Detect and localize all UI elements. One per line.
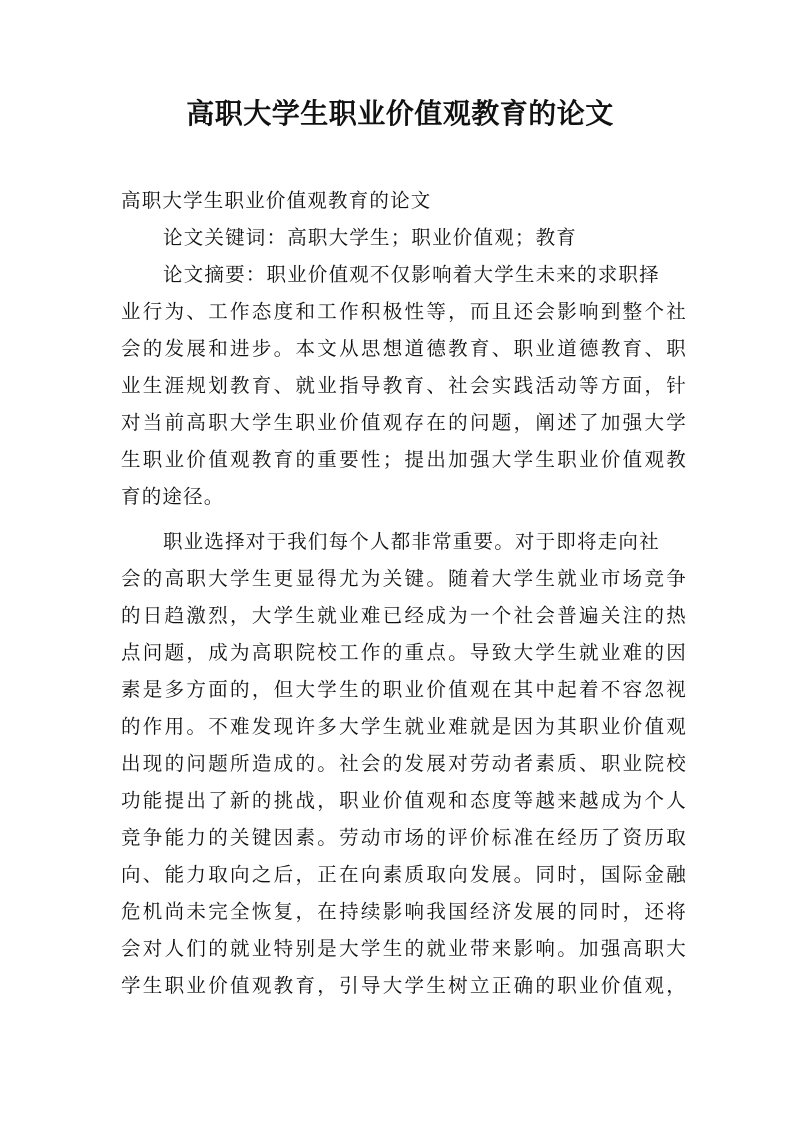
keywords-line: 论文关键词：高职大学生；职业价值观；教育 — [163, 226, 578, 249]
body-line: 向、能力取向之后，正在向素质取向发展。同时，国际金融 — [121, 863, 687, 886]
body-line: 会的高职大学生更显得尤为关键。随着大学生就业市场竞争 — [121, 567, 687, 590]
body-line: 素是多方面的，但大学生的职业价值观在其中起着不容忽视 — [121, 678, 687, 701]
subtitle-line: 高职大学生职业价值观教育的论文 — [121, 189, 432, 212]
body-line: 职业选择对于我们每个人都非常重要。对于即将走向社 — [163, 530, 660, 553]
abstract-line: 对当前高职大学生职业价值观存在的问题，阐述了加强大学 — [121, 411, 687, 434]
body-line: 的作用。不难发现许多大学生就业难就是因为其职业价值观 — [121, 715, 687, 738]
body-line: 学生职业价值观教育，引导大学生树立正确的职业价值观， — [121, 974, 687, 997]
body-line: 危机尚未完全恢复，在持续影响我国经济发展的同时，还将 — [121, 900, 687, 923]
abstract-line: 业行为、工作态度和工作积极性等，而且还会影响到整个社 — [121, 300, 687, 323]
body-line: 会对人们的就业特别是大学生的就业带来影响。加强高职大 — [121, 937, 687, 960]
document-body — [121, 182, 687, 1004]
abstract-line: 会的发展和进步。本文从思想道德教育、职业道德教育、职 — [121, 337, 687, 360]
body-line: 点问题，成为高职院校工作的重点。导致大学生就业难的因 — [121, 641, 687, 664]
body-line: 竞争能力的关键因素。劳动市场的评价标准在经历了资历取 — [121, 826, 687, 849]
document-title: 高职大学生职业价值观教育的论文 — [186, 97, 614, 130]
body-line: 出现的问题所造成的。社会的发展对劳动者素质、职业院校 — [121, 752, 687, 775]
body-line: 的日趋激烈，大学生就业难已经成为一个社会普遍关注的热 — [121, 604, 687, 627]
abstract-line: 论文摘要：职业价值观不仅影响着大学生未来的求职择 — [163, 263, 660, 286]
paragraph-gap — [121, 515, 687, 523]
abstract-line: 育的途径。 — [121, 485, 225, 508]
abstract-line: 业生涯规划教育、就业指导教育、社会实践活动等方面，针 — [121, 374, 687, 397]
abstract-line: 生职业价值观教育的重要性；提出加强大学生职业价值观教 — [121, 448, 687, 471]
body-line: 功能提出了新的挑战，职业价值观和态度等越来越成为个人 — [121, 789, 687, 812]
